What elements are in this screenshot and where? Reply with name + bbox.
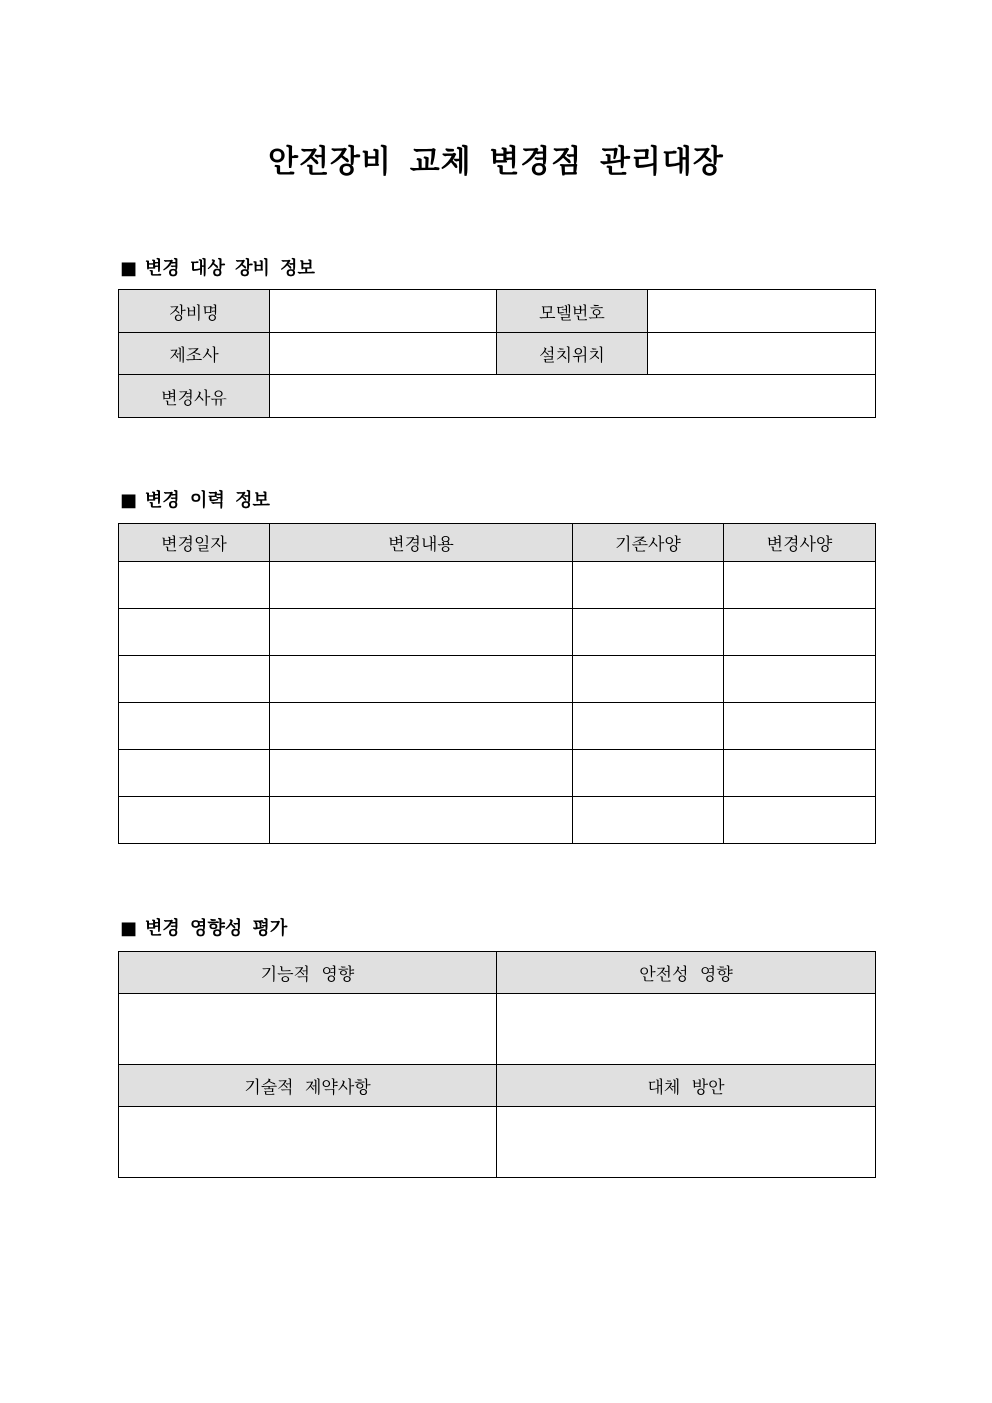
- column-header-changed-spec: 변경사양: [724, 524, 876, 562]
- change-content-cell[interactable]: [270, 703, 573, 750]
- square-bullet-icon: ■: [120, 258, 138, 279]
- change-content-cell[interactable]: [270, 562, 573, 609]
- manufacturer-label: 제조사: [119, 333, 270, 375]
- alternative-plan-label: 대체 방안: [497, 1065, 876, 1107]
- original-spec-cell[interactable]: [573, 750, 724, 797]
- change-reason-field[interactable]: [270, 375, 876, 418]
- changed-spec-cell[interactable]: [724, 703, 876, 750]
- change-reason-label: 변경사유: [119, 375, 270, 418]
- change-history-table: [118, 523, 876, 844]
- column-header-change-date: 변경일자: [119, 524, 270, 562]
- change-date-cell[interactable]: [119, 750, 270, 797]
- table-row: [119, 656, 876, 703]
- model-number-field[interactable]: [648, 290, 876, 333]
- equipment-name-label: 장비명: [119, 290, 270, 333]
- technical-constraints-field[interactable]: [119, 1107, 497, 1178]
- change-date-cell[interactable]: [119, 797, 270, 844]
- change-date-cell[interactable]: [119, 609, 270, 656]
- change-date-cell[interactable]: [119, 656, 270, 703]
- table-row: [119, 562, 876, 609]
- safety-impact-label: 안전성 영향: [497, 952, 876, 994]
- original-spec-cell[interactable]: [573, 562, 724, 609]
- change-date-cell[interactable]: [119, 703, 270, 750]
- square-bullet-icon: ■: [120, 918, 138, 939]
- table-row: [119, 609, 876, 656]
- changed-spec-cell[interactable]: [724, 750, 876, 797]
- original-spec-cell[interactable]: [573, 703, 724, 750]
- changed-spec-cell[interactable]: [724, 609, 876, 656]
- equipment-info-heading: [120, 254, 315, 280]
- model-number-label: 모델번호: [497, 290, 648, 333]
- change-content-cell[interactable]: [270, 656, 573, 703]
- install-location-field[interactable]: [648, 333, 876, 375]
- column-header-change-content: 변경내용: [270, 524, 573, 562]
- alternative-plan-field[interactable]: [497, 1107, 876, 1178]
- install-location-label: 설치위치: [497, 333, 648, 375]
- original-spec-cell[interactable]: [573, 797, 724, 844]
- equipment-name-field[interactable]: [270, 290, 497, 333]
- equipment-info-heading-text: 변경 대상 장비 정보: [145, 258, 315, 279]
- column-header-original-spec: 기존사양: [573, 524, 724, 562]
- impact-assessment-heading: [120, 914, 287, 940]
- technical-constraints-label: 기술적 제약사항: [119, 1065, 497, 1107]
- impact-assessment-table: [118, 951, 876, 1178]
- manufacturer-field[interactable]: [270, 333, 497, 375]
- original-spec-cell[interactable]: [573, 609, 724, 656]
- changed-spec-cell[interactable]: [724, 797, 876, 844]
- square-bullet-icon: ■: [120, 490, 138, 511]
- change-content-cell[interactable]: [270, 750, 573, 797]
- change-history-heading: [120, 486, 270, 512]
- changed-spec-cell[interactable]: [724, 656, 876, 703]
- functional-impact-label: 기능적 영향: [119, 952, 497, 994]
- change-content-cell[interactable]: [270, 609, 573, 656]
- original-spec-cell[interactable]: [573, 656, 724, 703]
- table-row: [119, 750, 876, 797]
- equipment-info-table: [118, 289, 876, 418]
- change-history-heading-text: 변경 이력 정보: [145, 490, 270, 511]
- impact-assessment-heading-text: 변경 영향성 평가: [145, 918, 288, 939]
- changed-spec-cell[interactable]: [724, 562, 876, 609]
- table-row: [119, 703, 876, 750]
- safety-impact-field[interactable]: [497, 994, 876, 1065]
- change-content-cell[interactable]: [270, 797, 573, 844]
- document-title: 안전장비 교체 변경점 관리대장: [268, 144, 724, 180]
- change-date-cell[interactable]: [119, 562, 270, 609]
- functional-impact-field[interactable]: [119, 994, 497, 1065]
- table-row: [119, 797, 876, 844]
